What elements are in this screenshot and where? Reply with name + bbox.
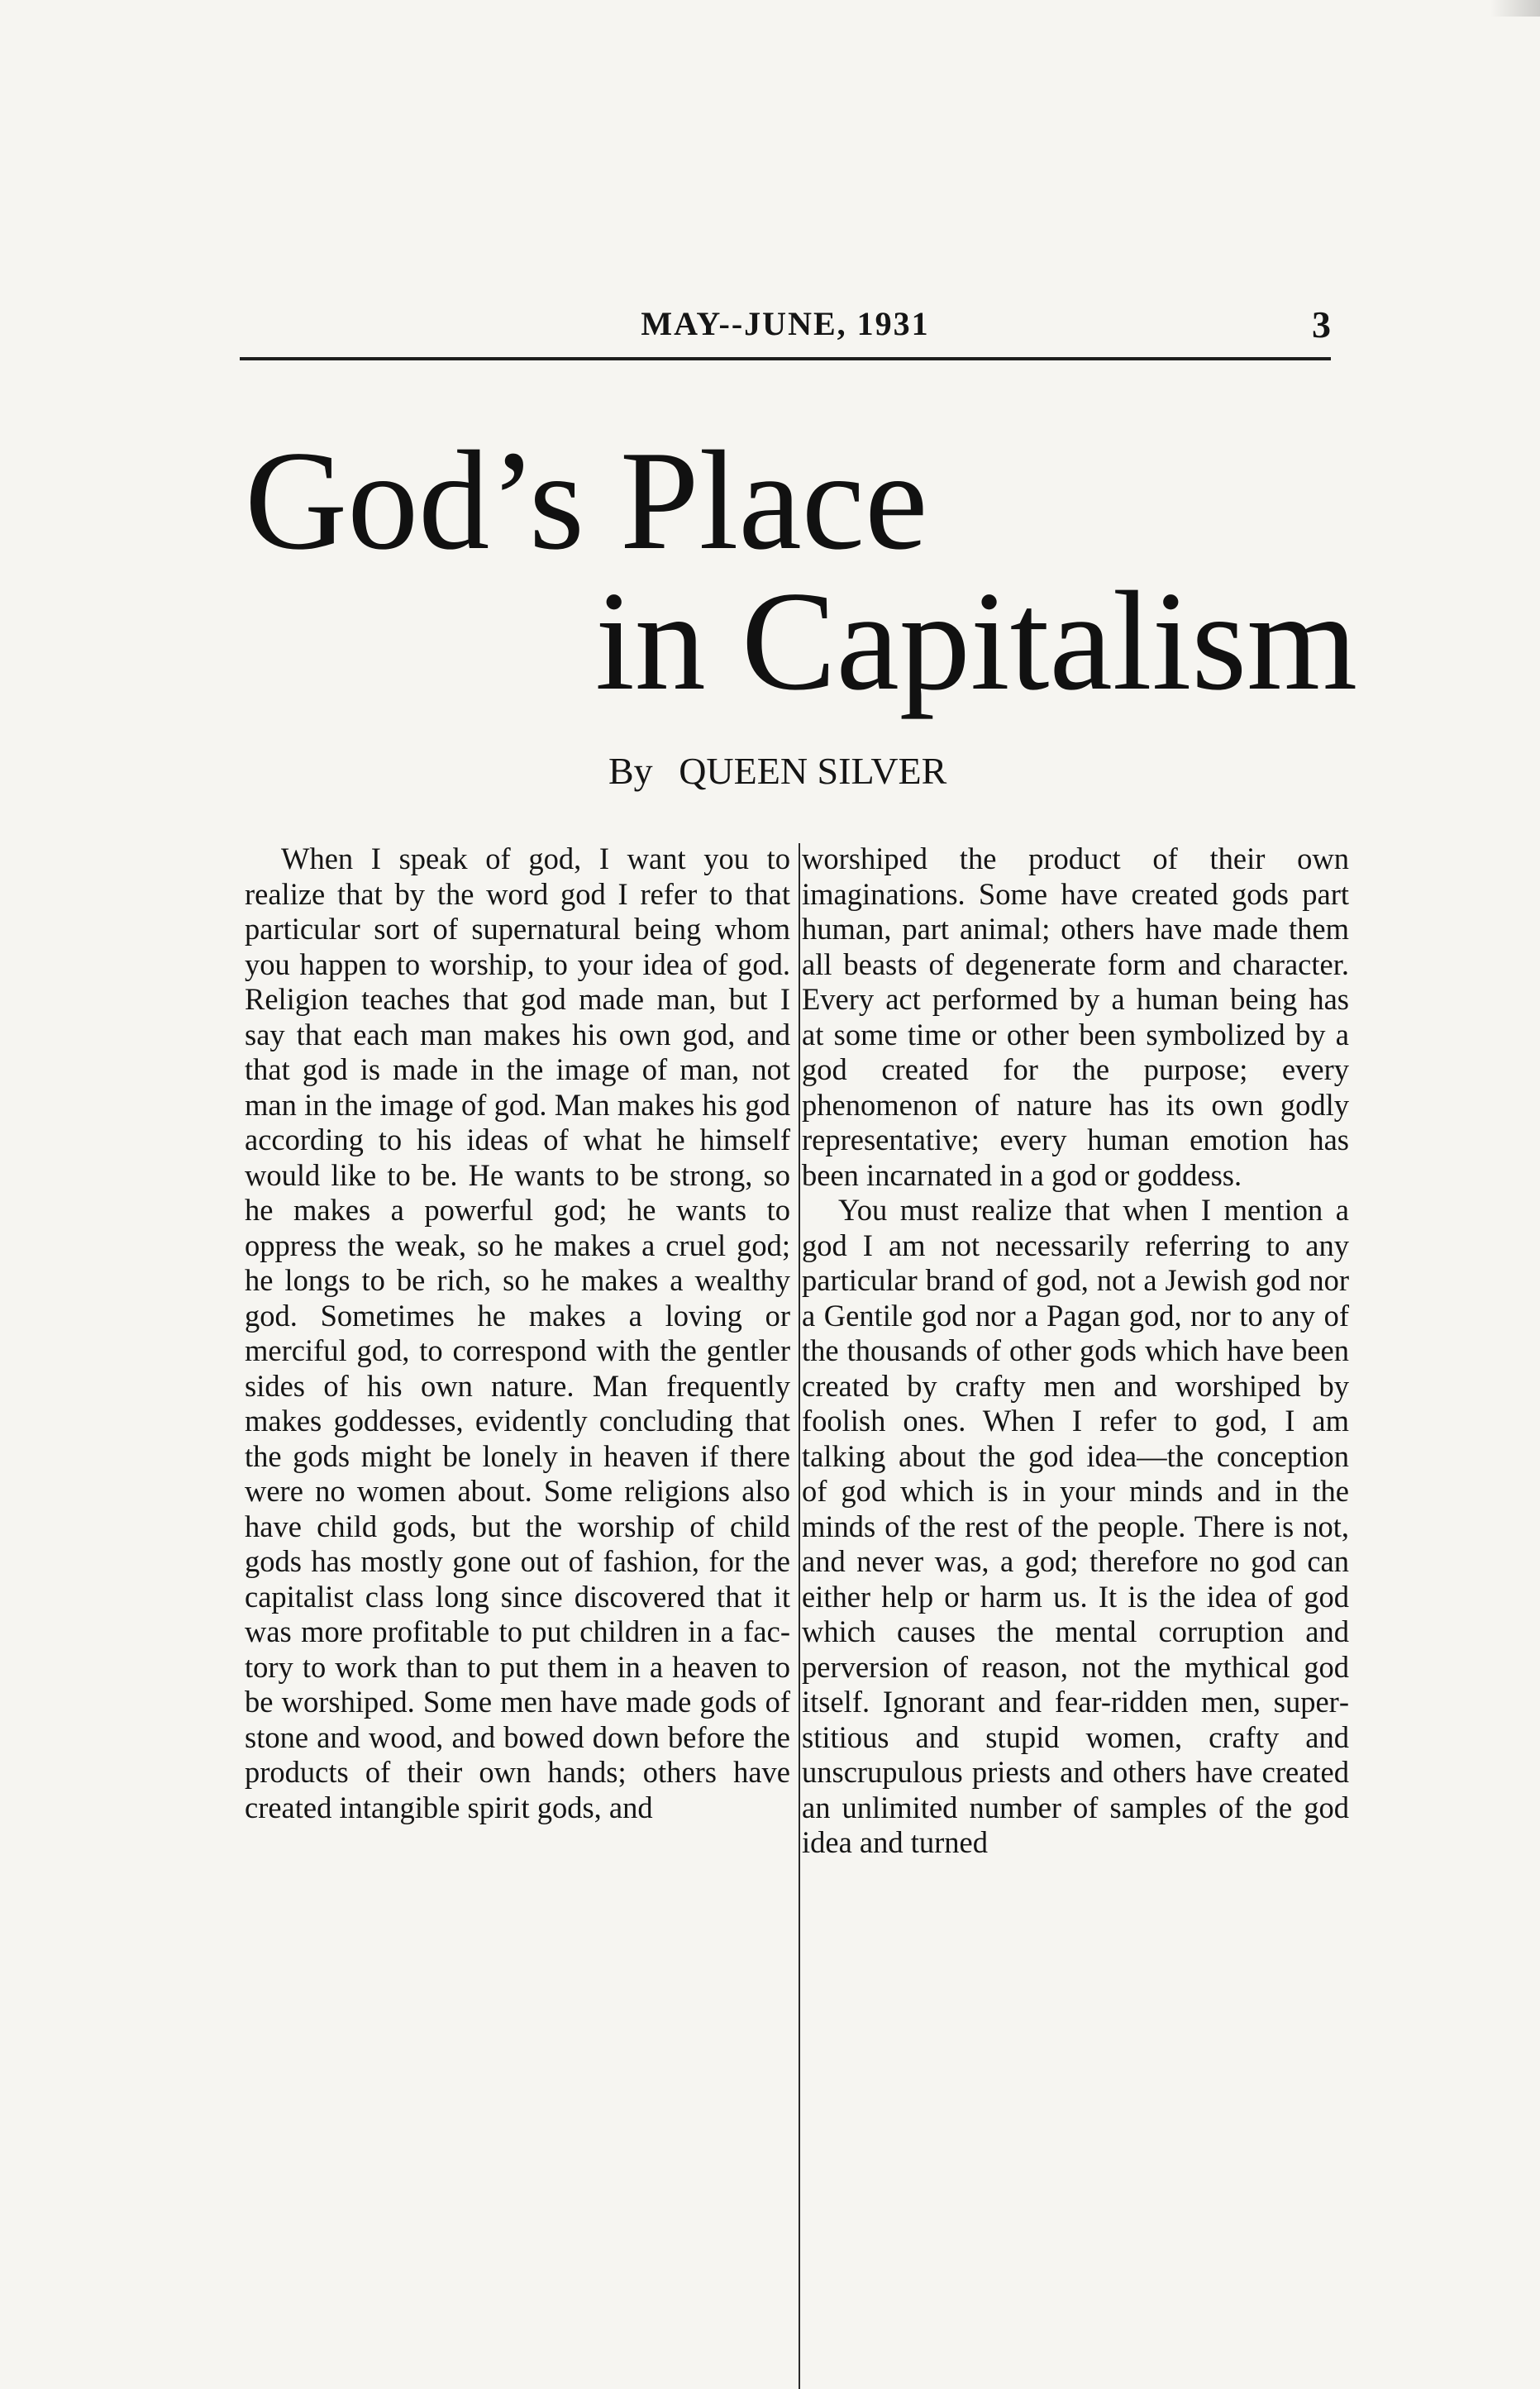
right-column: [802, 842, 1349, 1861]
column-divider: [799, 843, 800, 2389]
scan-speck: [1490, 0, 1540, 17]
paragraph: worshiped the product of their own imaginations. Some have created gods part human, part animal; others have made them all beasts of degenerate form and character. Every act performed by a human being has at some time or other been symbolized by a god created for the purpose; every phenomenon of nature has its own godly representative; every human emotion has been incarnated in a god or goddess.: [802, 842, 1349, 1192]
byline-by: By: [608, 750, 653, 792]
issue-date: MAY--JUNE, 1931: [641, 305, 930, 342]
running-head: [240, 304, 1331, 346]
left-column: [245, 842, 790, 1825]
page-number: 3: [1312, 303, 1331, 346]
title-line-1: God’s Place: [245, 422, 928, 579]
title-line-2: in Capitalism: [595, 563, 1358, 720]
paragraph: When I speak of god, I want you to realize that by the word god I refer to that particular sort of supernatural being whom you happen to worship, to your idea of god. Religion teaches that god made man, but I say that each man makes his own god, and that god is made in the image of man, not man in the image of god. Man makes his god according to his ideas of what he himself would like to be. He wants to be strong, so he makes a powerful god; he wants to oppress the weak, so he makes a cruel god; he longs to be rich, so he makes a wealthy god. Sometimes he makes a loving or merciful god, to correspond with the gentler sides of his own nature. Man frequently makes goddesses, evidently concluding that the gods might be lonely in heaven if there were no women about. Some religions also have child gods, but the worship of child gods has mostly gone out of fashion, for the capitalist class long since discovered that it was more profitable to put children in a factory to work than to put them in a heaven to be worshiped. Some men have made gods of stone and wood, and bowed down before the products of their own hands; others have created intangible spirit gods, and: [245, 842, 790, 1824]
paragraph: You must realize that when I mention a god I am not necessarily referring to any particular brand of god, not a Jewish god nor a Gentile god nor a Pagan god, nor to any of the thousands of other gods which have been created by crafty men and worshiped by foolish ones. When I refer to god, I am talking about the god idea—the conception of god which is in your minds and in the minds of the rest of the people. There is not, and never was, a god; therefore no god can either help or harm us. It is the idea of god which causes the mental corruption and perversion of reason, not the mythical god itself. Ignorant and fear-ridden men, superstitious and stupid women, crafty and unscrupulous priests and others have created an unlimited number of samples of the god idea and turned: [802, 1193, 1349, 1859]
byline: [608, 749, 946, 793]
header-rule: [240, 357, 1331, 360]
author-name: QUEEN SILVER: [679, 750, 947, 792]
